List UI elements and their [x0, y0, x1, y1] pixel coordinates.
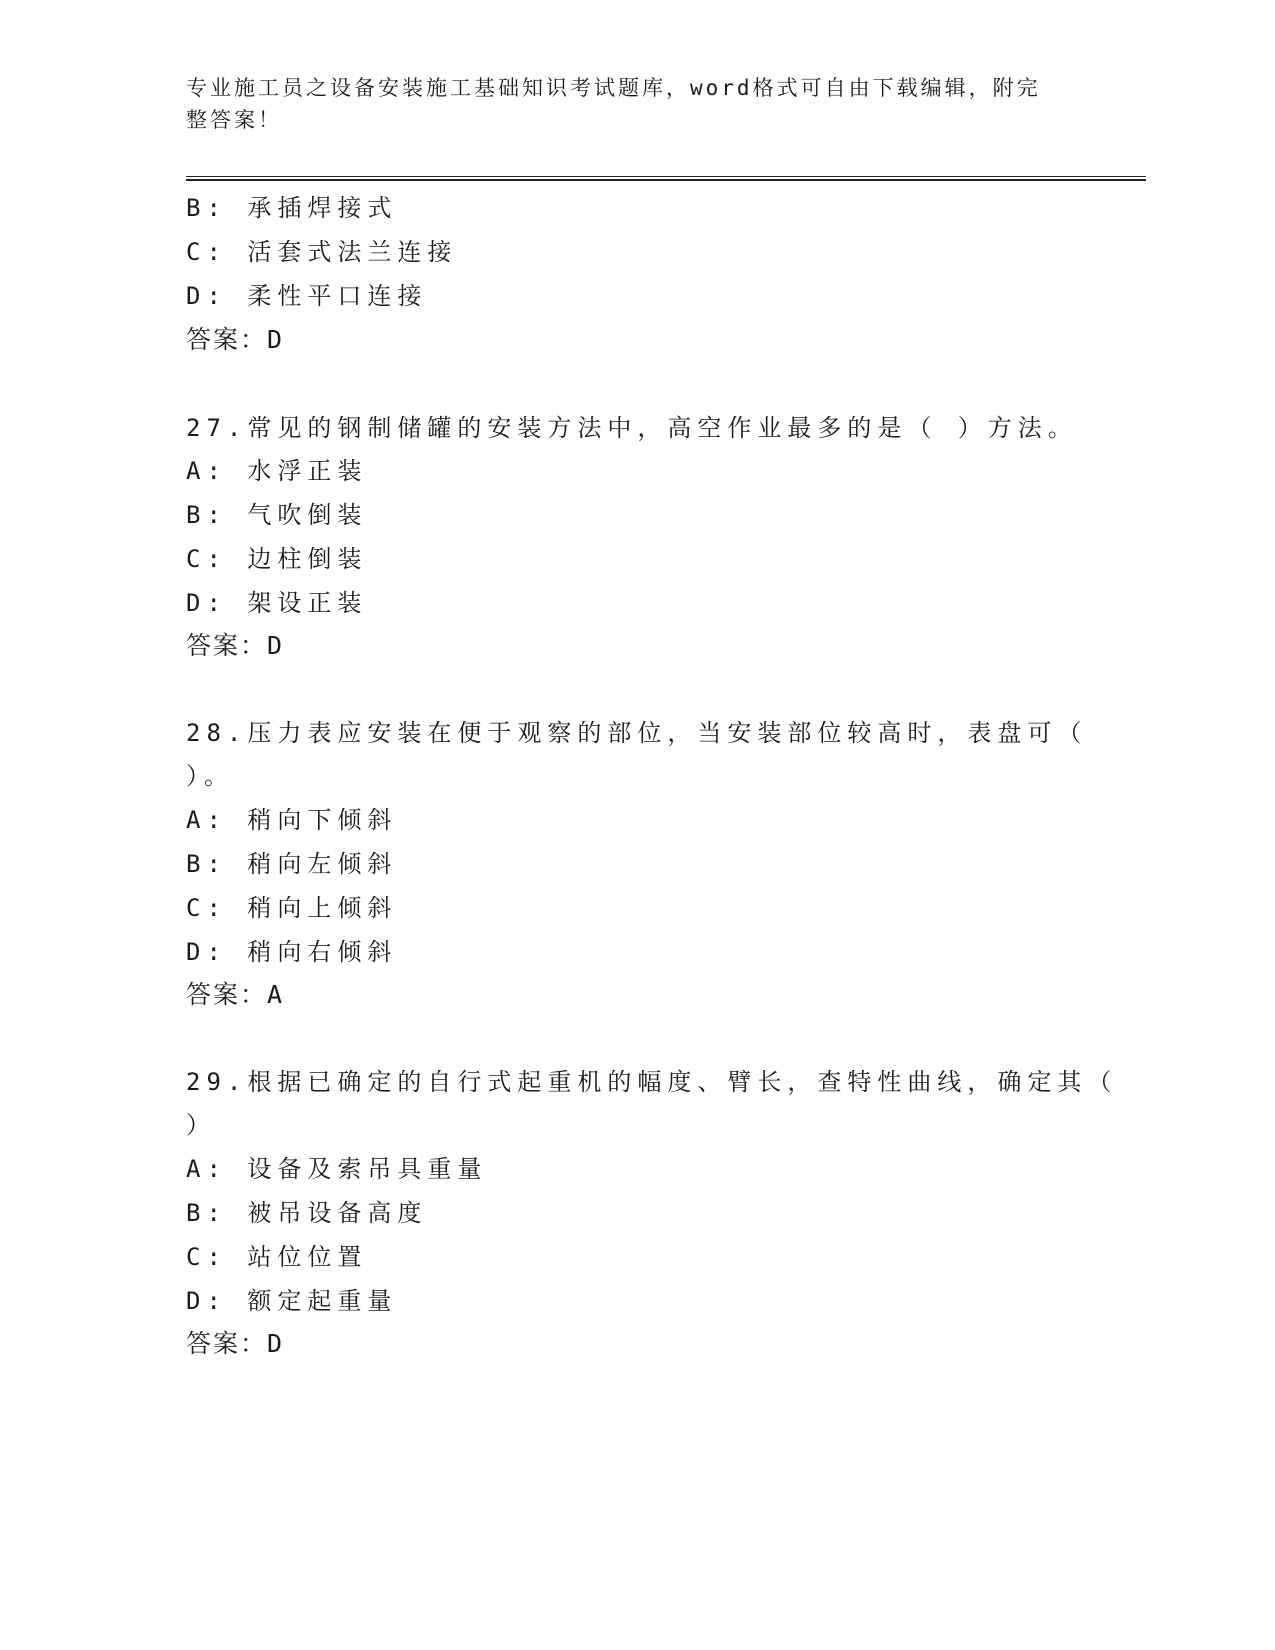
q28-answer: 答案：A	[186, 980, 285, 1009]
q28-stem-line-2: ）。	[186, 762, 234, 790]
q29-option-a: A: 设备及索吊具重量	[186, 1155, 488, 1183]
q28-option-c: C: 稍向上倾斜	[186, 894, 398, 922]
q29-option-c: C: 站位位置	[186, 1243, 368, 1271]
q26-answer: 答案：D	[186, 325, 285, 354]
q29-stem-line-2: ）	[186, 1111, 216, 1139]
q26-option-d: D: 柔性平口连接	[186, 282, 428, 310]
header-divider-thick	[186, 179, 1146, 181]
q28-option-b: B: 稍向左倾斜	[186, 850, 398, 878]
document-header	[186, 72, 1066, 136]
q27-option-b: B: 气吹倒装	[186, 501, 368, 529]
header-line-2: 整答案！	[186, 108, 282, 132]
q27-stem: 27.常见的钢制储罐的安装方法中，高空作业最多的是（ ）方法。	[186, 414, 1078, 442]
header-divider-thin	[186, 176, 1146, 177]
q29-answer: 答案：D	[186, 1329, 285, 1358]
q29-option-b: B: 被吊设备高度	[186, 1199, 428, 1227]
q26-option-b: B: 承插焊接式	[186, 194, 398, 222]
q28-stem-line-1: 28.压力表应安装在便于观察的部位，当安装部位较高时，表盘可（	[186, 719, 1088, 747]
q28-option-d: D: 稍向右倾斜	[186, 938, 398, 966]
q27-option-c: C: 边柱倒装	[186, 545, 368, 573]
q29-option-d: D: 额定起重量	[186, 1287, 398, 1315]
q27-answer: 答案：D	[186, 631, 285, 660]
q29-stem-line-1: 29.根据已确定的自行式起重机的幅度、臂长，查特性曲线，确定其（	[186, 1068, 1118, 1096]
q28-option-a: A: 稍向下倾斜	[186, 806, 398, 834]
q27-option-a: A: 水浮正装	[186, 457, 368, 485]
header-line-1: 专业施工员之设备安装施工基础知识考试题库，word格式可自由下载编辑，附完	[186, 76, 1041, 100]
q26-option-c: C: 活套式法兰连接	[186, 238, 458, 266]
q27-option-d: D: 架设正装	[186, 589, 368, 617]
